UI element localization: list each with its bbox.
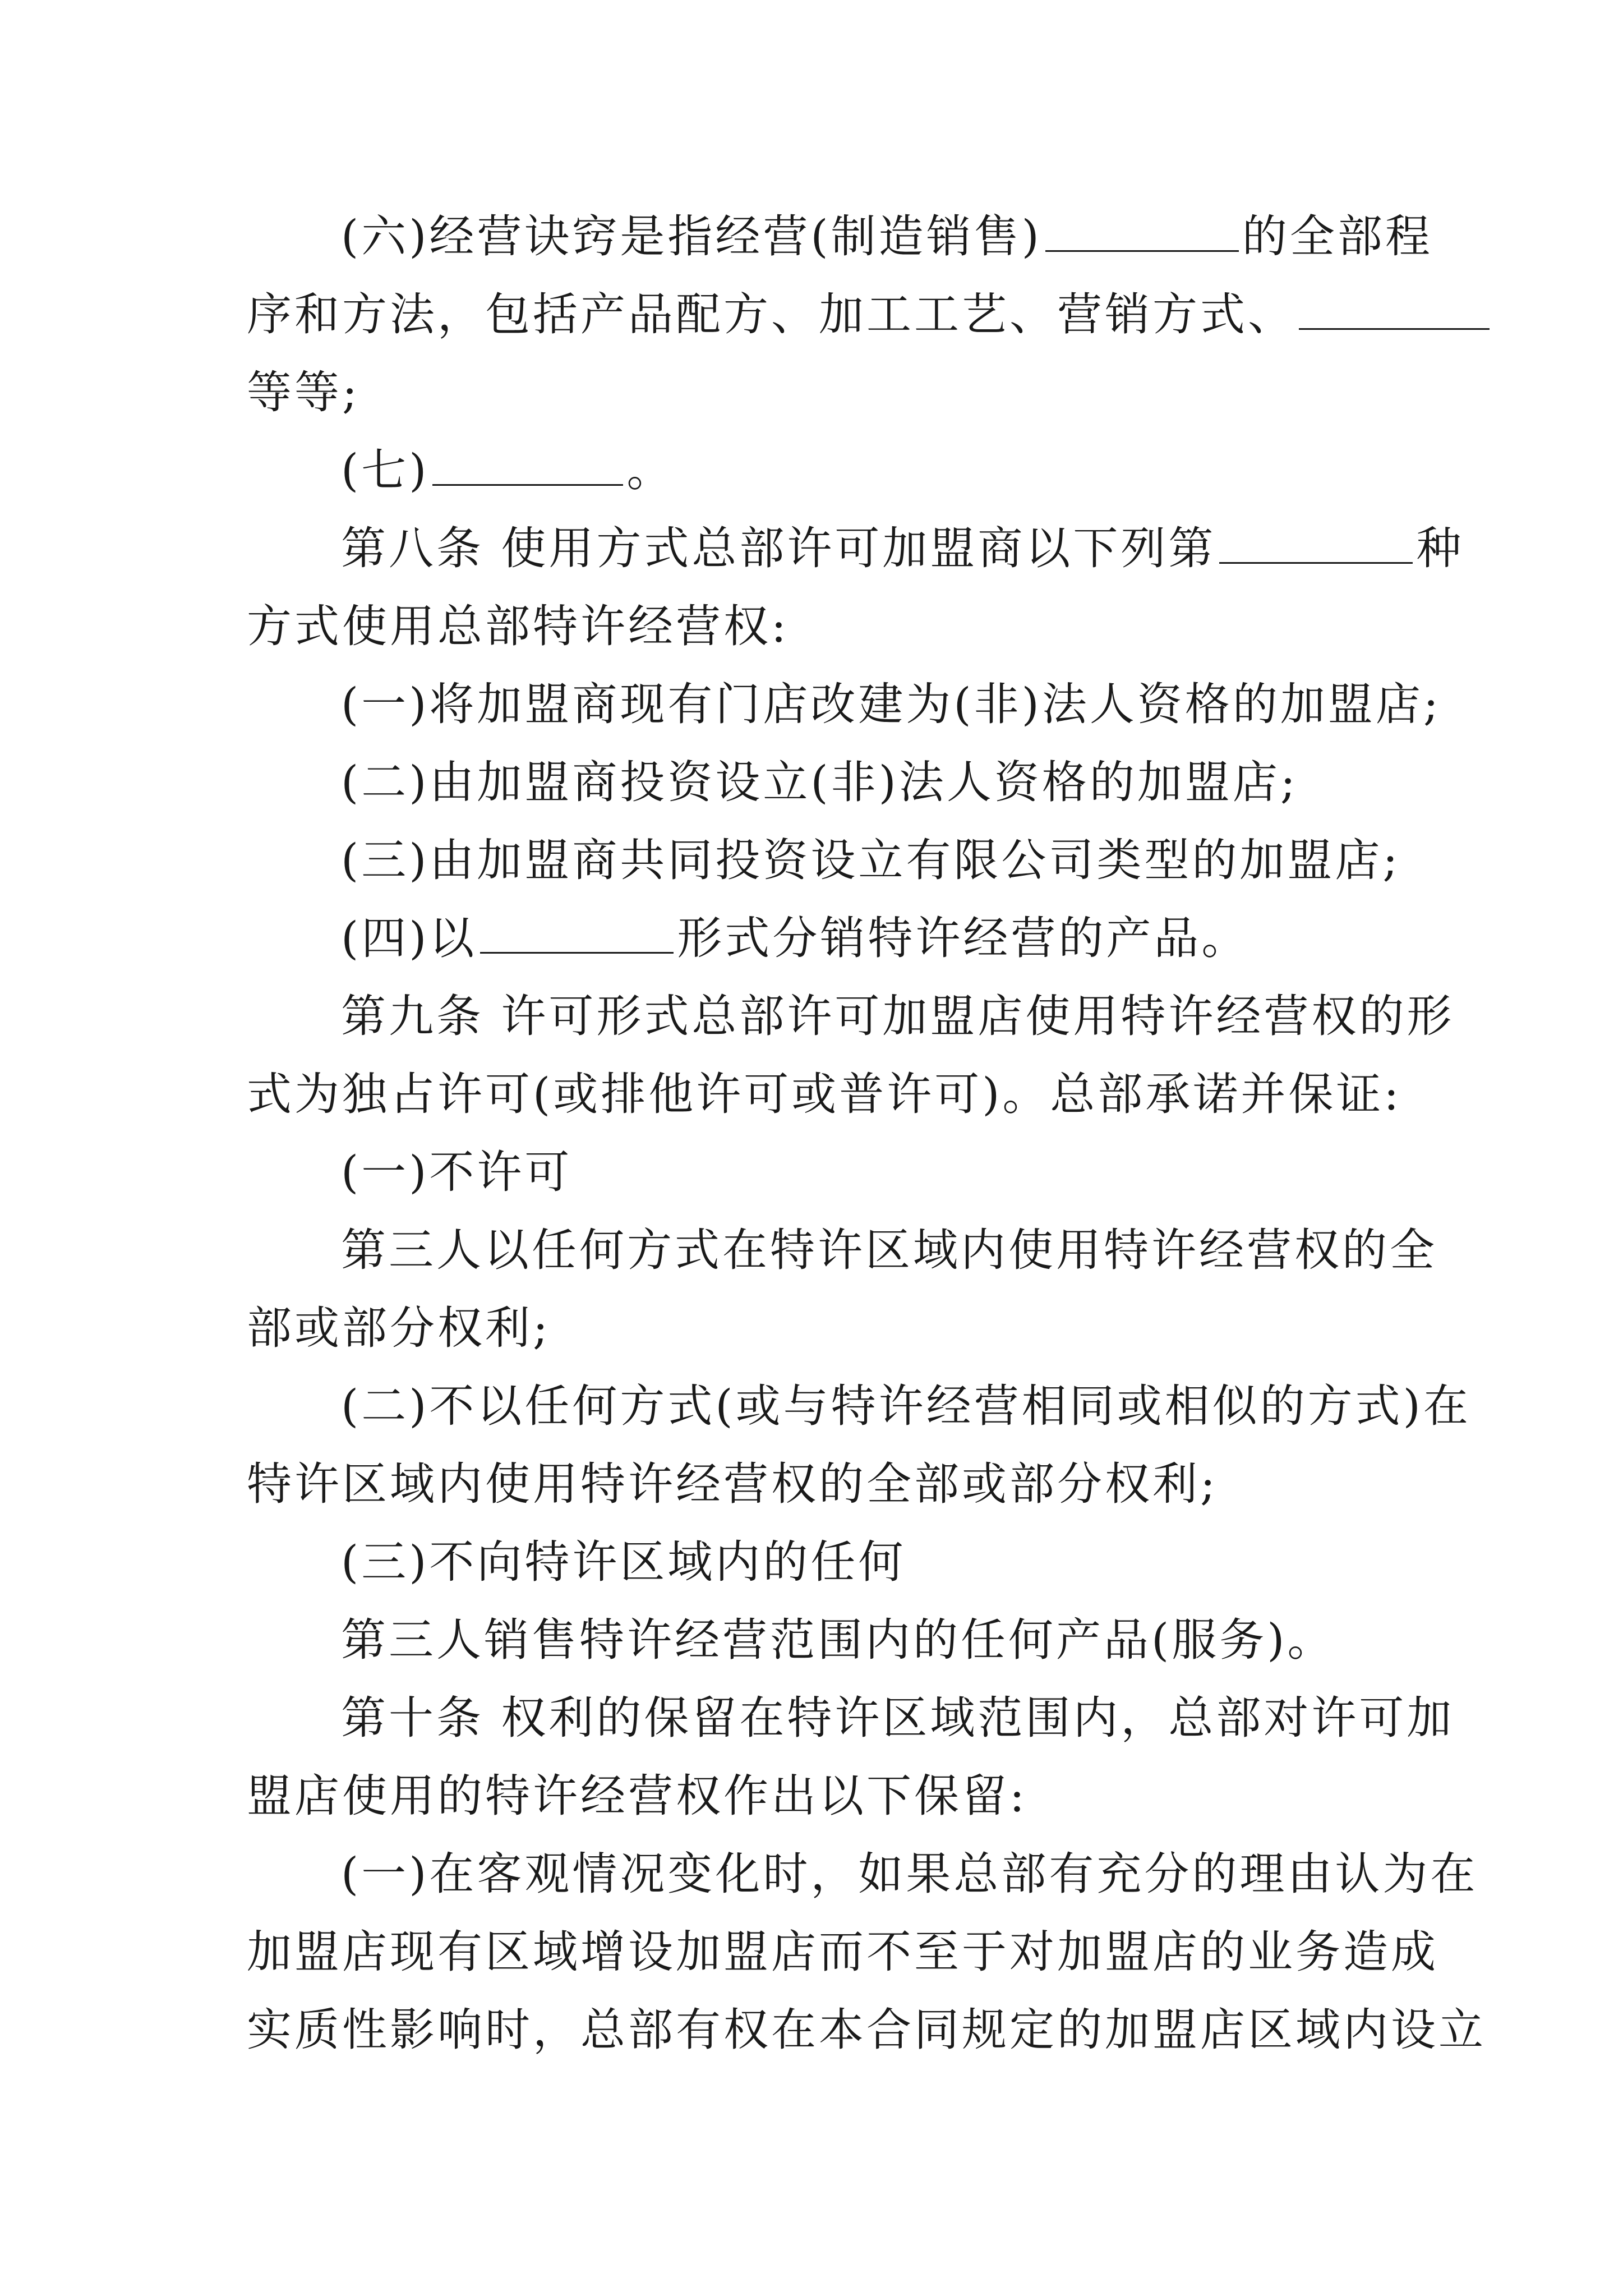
line-text: 实质性影响时，总部有权在本合同规定的加盟店区域内设立 (247, 2004, 1486, 2056)
line-text: (六)经营诀窍是指经营(制造销售) (341, 210, 1042, 263)
line-text: 第十条 权利的保留在特许区域范围内，总部对许可加 (341, 1692, 1455, 1744)
line-text: 第三人销售特许经营范围内的任何产品(服务)。 (341, 1614, 1335, 1666)
fill-in-blank (432, 444, 623, 486)
text-line (247, 1211, 1437, 1289)
fill-in-blank (1219, 522, 1413, 564)
text-line (247, 197, 1433, 275)
fill-in-blank (1045, 210, 1239, 252)
line-text: (一)将加盟商现有门店改建为(非)法人资格的加盟店; (341, 678, 1441, 730)
text-line (247, 1055, 1402, 1133)
text-line (247, 1367, 1471, 1445)
line-text: 形式分销特许经营的产品。 (677, 912, 1249, 964)
text-line (247, 509, 1464, 587)
fill-in-blank (480, 912, 674, 954)
text-line (247, 587, 1385, 665)
fill-in-blank (1299, 288, 1490, 330)
text-line (247, 665, 1441, 743)
text-line (247, 1679, 1455, 1757)
line-text: 。 (626, 444, 675, 496)
line-text: (三)不向特许区域内的任何 (341, 1536, 906, 1588)
text-line (247, 1913, 1438, 1991)
text-line (247, 1289, 1385, 1367)
text-line (247, 1835, 1478, 1913)
line-text: 等等; (247, 366, 360, 418)
line-text: (一)不许可 (341, 1146, 573, 1198)
text-line (247, 431, 1385, 509)
text-line (247, 899, 1385, 977)
line-text: 种 (1416, 522, 1464, 574)
line-text: (七) (341, 444, 430, 496)
text-line (247, 977, 1455, 1055)
line-text: (三)由加盟商共同投资设立有限公司类型的加盟店; (341, 834, 1401, 886)
line-text: (一)在客观情况变化时，如果总部有充分的理由认为在 (341, 1848, 1478, 1900)
text-line (247, 1757, 1385, 1835)
line-text: 式为独占许可(或排他许可或普许可)。总部承诺并保证: (247, 1068, 1402, 1120)
text-line (247, 1445, 1385, 1523)
text-line (247, 1133, 1385, 1211)
contract-body (247, 197, 1486, 2069)
text-line (247, 275, 1385, 353)
line-text: 的全部程 (1242, 210, 1433, 263)
line-text: (四)以 (341, 912, 477, 964)
line-text: 第三人以任何方式在特许区域内使用特许经营权的全 (341, 1224, 1437, 1276)
line-text: (二)不以任何方式(或与特许经营相同或相似的方式)在 (341, 1380, 1471, 1432)
line-text: 第九条 许可形式总部许可加盟店使用特许经营权的形 (341, 990, 1455, 1042)
line-text: 序和方法，包括产品配方、加工工艺、营销方式、 (247, 288, 1295, 341)
text-line (247, 1523, 1385, 1601)
line-text: 部或部分权利; (247, 1302, 551, 1354)
text-line (247, 821, 1401, 899)
line-text: (二)由加盟商投资设立(非)法人资格的加盟店; (341, 756, 1298, 808)
line-text: 第八条 使用方式总部许可加盟商以下列第 (341, 522, 1216, 574)
line-text: 特许区域内使用特许经营权的全部或部分权利; (247, 1458, 1218, 1510)
line-text: 加盟店现有区域增设加盟店而不至于对加盟店的业务造成 (247, 1926, 1438, 1978)
line-text: 盟店使用的特许经营权作出以下保留: (247, 1770, 1027, 1822)
text-line (247, 1601, 1385, 1679)
text-line (247, 743, 1385, 821)
text-line (247, 353, 1385, 431)
line-text: 方式使用总部特许经营权: (247, 600, 789, 652)
text-line (247, 1991, 1486, 2069)
